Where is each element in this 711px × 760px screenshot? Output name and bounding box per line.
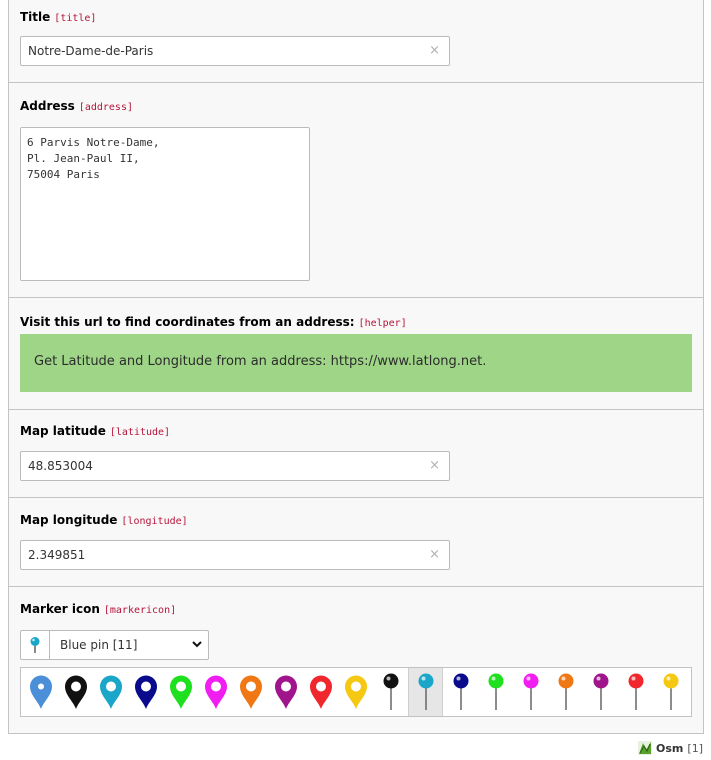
marker-option[interactable] [373, 668, 408, 716]
marker-option[interactable] [58, 668, 93, 716]
marker-select-value: Blue pin [11] [60, 638, 138, 652]
marker-icon-grid [20, 667, 692, 717]
title-input[interactable] [20, 36, 450, 66]
pin-blue-icon [416, 672, 436, 712]
address-line: 6 Parvis Notre-Dame, [27, 136, 160, 149]
marker-option[interactable] [583, 668, 618, 716]
latitude-input[interactable] [20, 451, 450, 481]
marker-option[interactable] [303, 668, 338, 716]
longitude-input[interactable] [20, 540, 450, 570]
marker-red-icon [308, 674, 334, 710]
longitude-label: Map longitude [longitude] [20, 513, 188, 527]
marker-option[interactable] [338, 668, 373, 716]
title-label: Title [title] [20, 10, 97, 24]
marker-option[interactable] [618, 668, 653, 716]
title-section [9, 0, 703, 83]
marker-magenta-icon [203, 674, 229, 710]
marker-blue-map-icon [28, 674, 54, 710]
marker-yellow-icon [343, 674, 369, 710]
marker-option[interactable] [233, 668, 268, 716]
pin-red-icon [626, 672, 646, 712]
pin-yellow-icon [661, 672, 681, 712]
marker-option[interactable] [513, 668, 548, 716]
marker-option[interactable] [23, 668, 58, 716]
title-code: [title] [54, 13, 97, 24]
markericon-label: Marker icon [markericon] [20, 602, 177, 616]
longitude-value: 2.349851 [28, 548, 86, 562]
pin-navy-icon [451, 672, 471, 712]
marker-select[interactable] [20, 630, 209, 660]
address-section [9, 83, 703, 298]
marker-option[interactable] [163, 668, 198, 716]
title-clear-icon[interactable]: × [429, 43, 440, 58]
address-textarea[interactable] [20, 127, 310, 281]
marker-option[interactable] [198, 668, 233, 716]
marker-purple-icon [273, 674, 299, 710]
pin-black-icon [381, 672, 401, 712]
marker-option[interactable] [653, 668, 688, 716]
latitude-section [9, 410, 703, 498]
address-code: [address] [78, 102, 133, 113]
pin-purple-icon [591, 672, 611, 712]
latitude-label: Map latitude [latitude] [20, 424, 171, 438]
pin-magenta-icon [521, 672, 541, 712]
marker-green-icon [168, 674, 194, 710]
marker-option[interactable] [128, 668, 163, 716]
marker-navy-icon [133, 674, 159, 710]
address-line: Pl. Jean-Paul II, [27, 152, 140, 165]
helper-message: Get Latitude and Longitude from an address: https://www.latlong.net. [20, 334, 692, 392]
footer-count: [1] [687, 741, 703, 755]
helper-section [9, 298, 703, 410]
pin-green-icon [486, 672, 506, 712]
marker-option[interactable] [443, 668, 478, 716]
markericon-code: [markericon] [103, 605, 177, 616]
pin-orange-icon [556, 672, 576, 712]
marker-option[interactable] [408, 668, 443, 716]
longitude-clear-icon[interactable]: × [429, 547, 440, 562]
footer-name: Osm [656, 741, 684, 755]
marker-option[interactable] [478, 668, 513, 716]
marker-orange-icon [238, 674, 264, 710]
marker-option[interactable] [268, 668, 303, 716]
title-value: Notre-Dame-de-Paris [28, 44, 154, 58]
address-line: 75004 Paris [27, 168, 100, 181]
markericon-section [9, 587, 703, 734]
marker-black-icon [63, 674, 89, 710]
helper-code: [helper] [358, 318, 407, 329]
footer [638, 740, 703, 756]
address-label: Address [address] [20, 99, 133, 113]
longitude-section [9, 498, 703, 587]
chevron-down-icon [192, 640, 202, 648]
osm-form [8, 0, 704, 734]
latitude-clear-icon[interactable]: × [429, 458, 440, 473]
marker-option[interactable] [93, 668, 128, 716]
marker-option[interactable] [548, 668, 583, 716]
osm-logo-icon [638, 741, 652, 755]
latitude-value: 48.853004 [28, 459, 93, 473]
latitude-code: [latitude] [109, 427, 171, 438]
marker-cyan-icon [98, 674, 124, 710]
helper-label: Visit this url to find coordinates from an address: [helper] [20, 315, 407, 329]
longitude-code: [longitude] [121, 516, 188, 527]
selected-pin-icon [21, 631, 50, 659]
